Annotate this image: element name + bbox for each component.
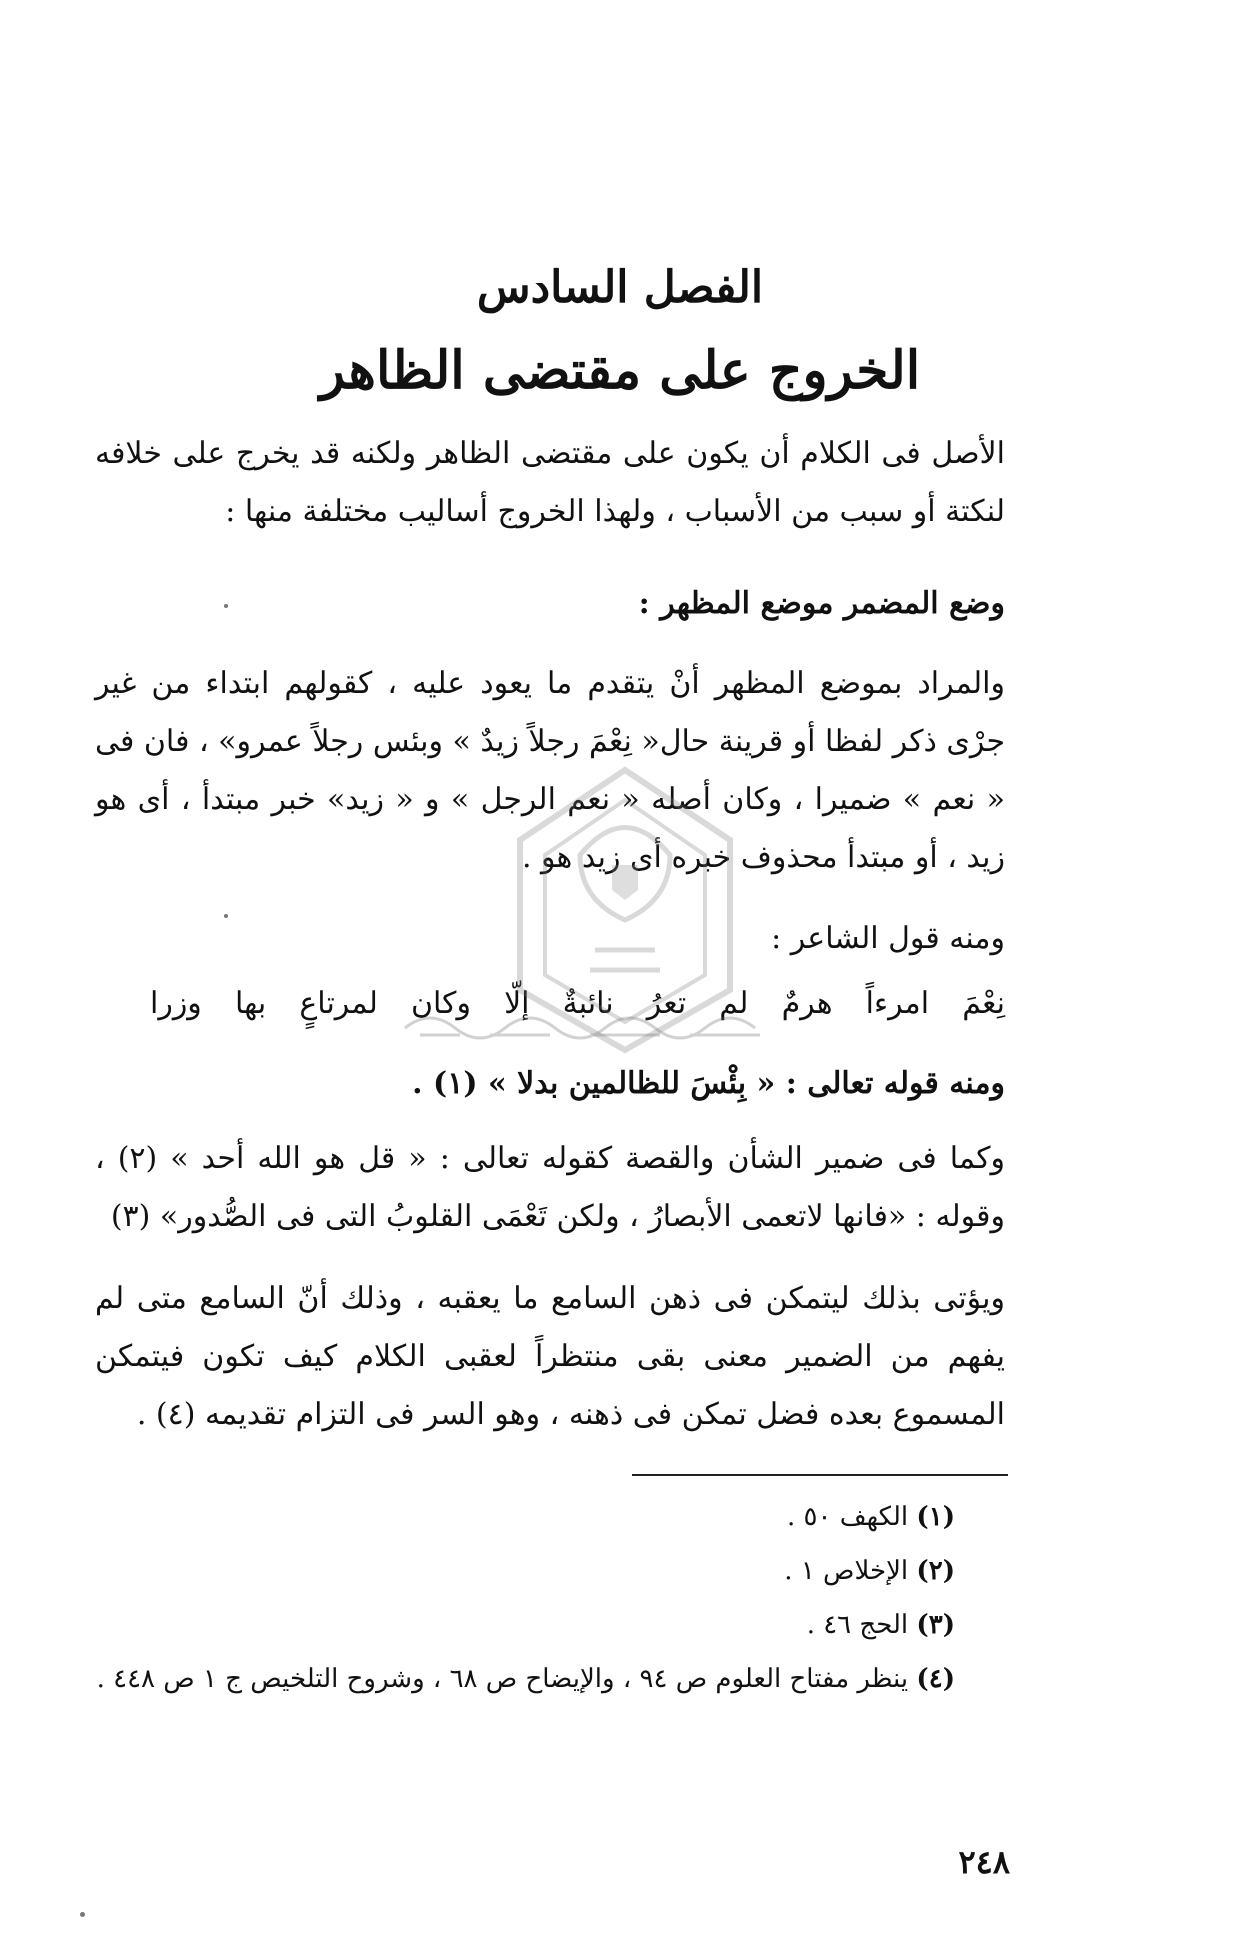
footnote-divider — [632, 1474, 1008, 1476]
scan-speck — [224, 914, 228, 918]
page-number: ٢٤٨ — [958, 1843, 1010, 1881]
scan-speck — [80, 1912, 85, 1917]
footnote-text: ينظر مفتاح العلوم ص ٩٤ ، والإيضاح ص ٦٨ ، وشروح التلخيص ج ١ ص ٤٤٨ . — [96, 1664, 909, 1694]
footnote-number: (١) — [916, 1502, 955, 1532]
poet-intro-line: ومنه قول الشاعر : — [771, 921, 1005, 956]
footnote-item — [95, 1598, 955, 1652]
definition-paragraph: والمراد بموضع المظهر أنْ يتقدم ما يعود عليه ، كقولهم ابتداء من غير جرْى ذكر لفظا أو قرينة حال« نِعْمَ رجلاً زيدٌ » وبئس رجلاً عمرو» ، فان فى « نعم » ضميرا ، وكان أصله « نعم الرجل » و « زيد» خبر مبتدأ ، أى هو زيد ، أو مبتدأ محذوف خبره أى زيد هو . — [95, 666, 1005, 875]
explanation-paragraph: ويؤتى بذلك ليتمكن فى ذهن السامع ما يعقبه ، وذلك أنّ السامع متى لم يفهم من الضمير معنى بقى منتظراً لعقبى الكلام كيف تكون فيتمكن المسموع بعده فضل تمكن فى ذهنه ، وهو السر فى التزام تقديمه (٤) . — [95, 1281, 1005, 1432]
footnote-item — [95, 1652, 955, 1706]
footnotes — [95, 1490, 955, 1706]
chapter-title: الخروج على مقتضى الظاهر — [319, 340, 921, 401]
footnote-text: الكهف ٥٠ . — [787, 1502, 909, 1532]
footnote-number: (٢) — [916, 1556, 955, 1586]
footnote-item — [95, 1544, 955, 1598]
scan-speck — [224, 604, 228, 608]
section-heading: وضع المضمر موضع المظهر : — [638, 586, 1005, 621]
pronoun-of-matter-paragraph: وكما فى ضمير الشأن والقصة كقوله تعالى : « قل هو الله أحد » (٢) ، وقوله : «فانها لاتعمى الأبصارُ ، ولكن تَعْمَى القلوبُ التى فى الصُّدور» (٣) — [95, 1141, 1005, 1234]
poetry-verse: نِعْمَ امرءاً هرمٌ لم تعرُ نائبةٌ إلّا وكان لمرتاعٍ بها وزرا — [150, 986, 1005, 1021]
footnote-text: الإخلاص ١ . — [784, 1556, 909, 1586]
footnote-text: الحج ٤٦ . — [806, 1610, 909, 1640]
footnote-number: (٤) — [916, 1664, 955, 1694]
quran-quote-line: ومنه قوله تعالى : « بِئْسَ للظالمين بدلا » (١) . — [412, 1066, 1005, 1101]
footnote-item — [95, 1490, 955, 1544]
intro-paragraph: الأصل فى الكلام أن يكون على مقتضى الظاهر ولكنه قد يخرج على خلافه لنكتة أو سبب من الأسباب ، ولهذا الخروج أساليب مختلفة منها : — [95, 436, 1005, 529]
chapter-label: الفصل السادس — [476, 262, 764, 313]
footnote-number: (٣) — [916, 1610, 955, 1640]
